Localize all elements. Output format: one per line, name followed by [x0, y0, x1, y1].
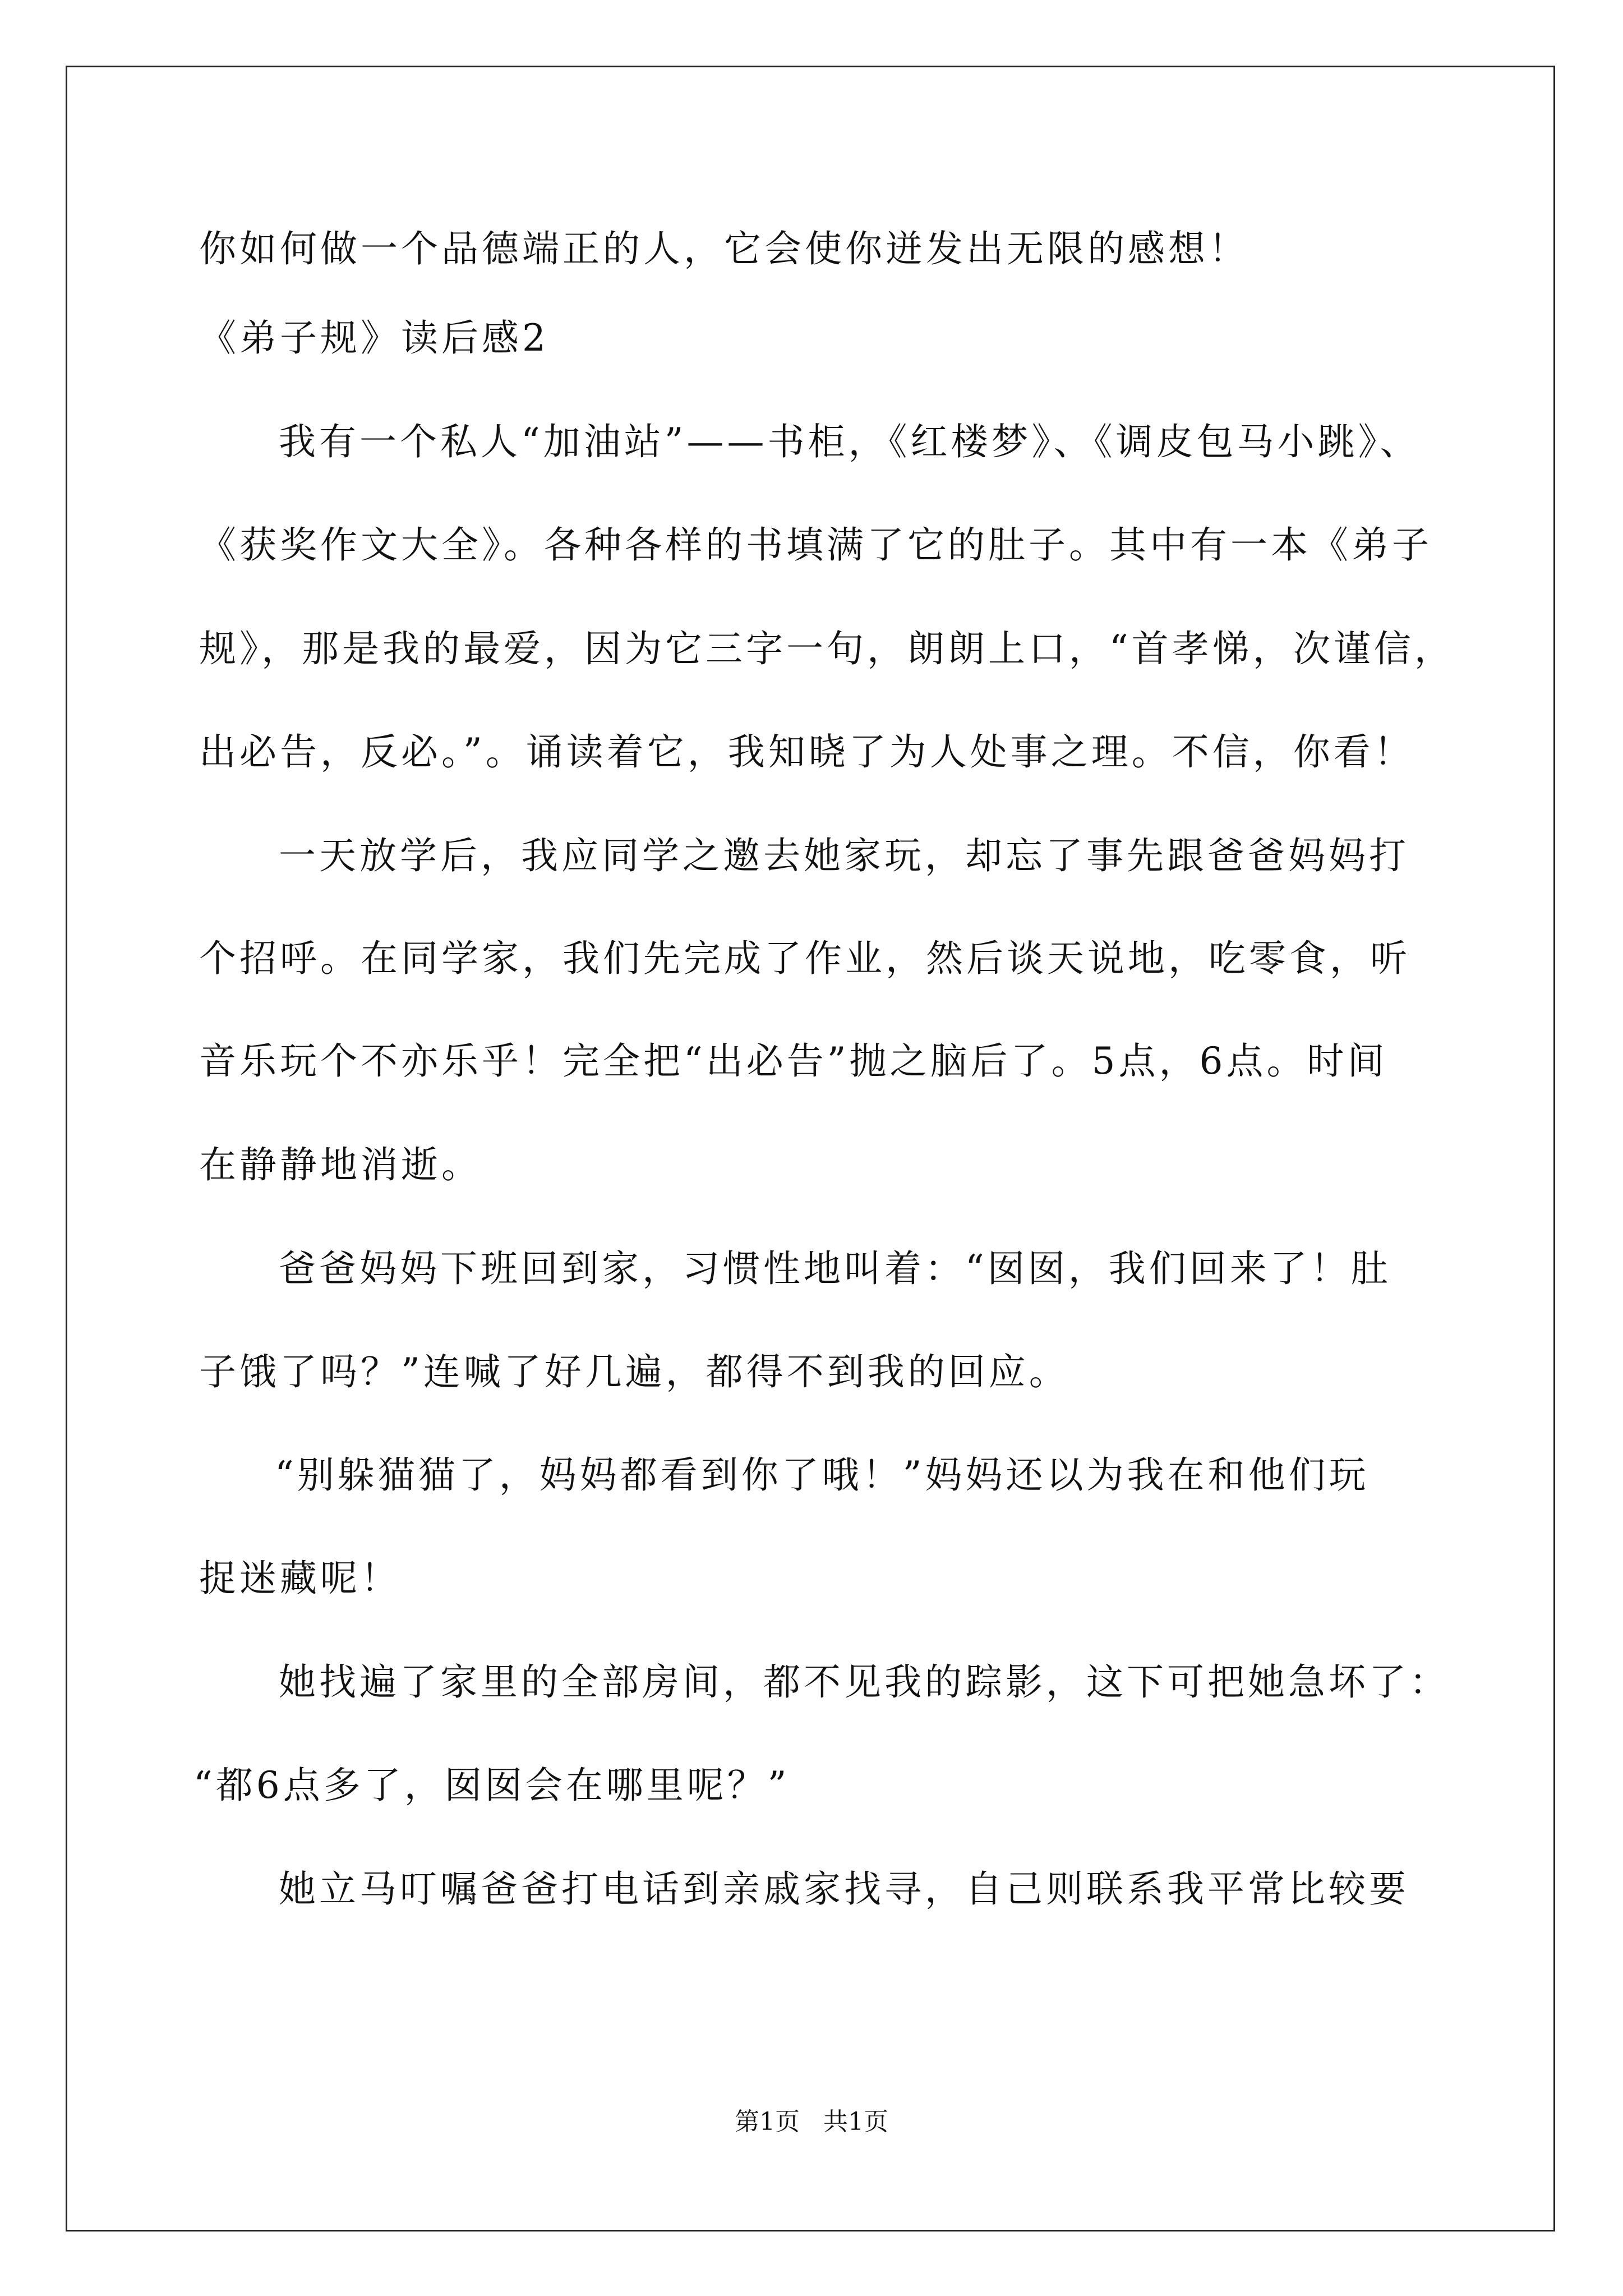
text-line: 规》，那是我的最爱，因为它三字一句，朗朗上口，“首孝悌，次谨信，	[199, 627, 1455, 670]
page-number-footer: 第1页 共1页	[735, 2108, 888, 2136]
text-line: 《获奖作文大全》。各种各样的书填满了它的肚子。其中有一本《弟子	[199, 523, 1432, 567]
text-line: 你如何做一个品德端正的人，它会使你迸发出无限的感想！	[199, 227, 1249, 270]
text-line: 个招呼。在同学家，我们先完成了作业，然后谈天说地，吃零食，听	[199, 937, 1410, 980]
text-line: 她立马叮嘱爸爸打电话到亲戚家找寻，自己则联系我平常比较要	[279, 1867, 1409, 1911]
text-line: “都6点多了，囡囡会在哪里呢？”	[193, 1764, 790, 1807]
text-line: 一天放学后，我应同学之邀去她家玩，却忘了事先跟爸爸妈妈打	[279, 834, 1409, 877]
text-line: 她找遍了家里的全部房间，都不见我的踪影，这下可把她急坏了：	[279, 1660, 1450, 1704]
text-line: 我有一个私人“加油站”——书柜，《红楼梦》、《调皮包马小跳》、	[279, 420, 1421, 463]
text-line: 音乐玩个不亦乐乎！完全把“出必告”抛之脑后了。5点，6点。时间	[199, 1039, 1388, 1083]
text-line: 子饿了吗？”连喊了好几遍，都得不到我的回应。	[199, 1350, 1069, 1393]
text-line: “别躲猫猫了，妈妈都看到你了哦！”妈妈还以为我在和他们玩	[275, 1453, 1370, 1497]
text-line: 捉迷藏呢！	[199, 1557, 401, 1600]
essay-heading: 《弟子规》读后感2	[199, 316, 549, 360]
text-line: 在静静地消逝。	[199, 1143, 482, 1186]
text-line: 爸爸妈妈下班回到家，习惯性地叫着：“囡囡，我们回来了！肚	[279, 1247, 1391, 1290]
text-line: 出必告，反必。”。诵读着它，我知晓了为人处事之理。不信，你看！	[199, 730, 1414, 774]
